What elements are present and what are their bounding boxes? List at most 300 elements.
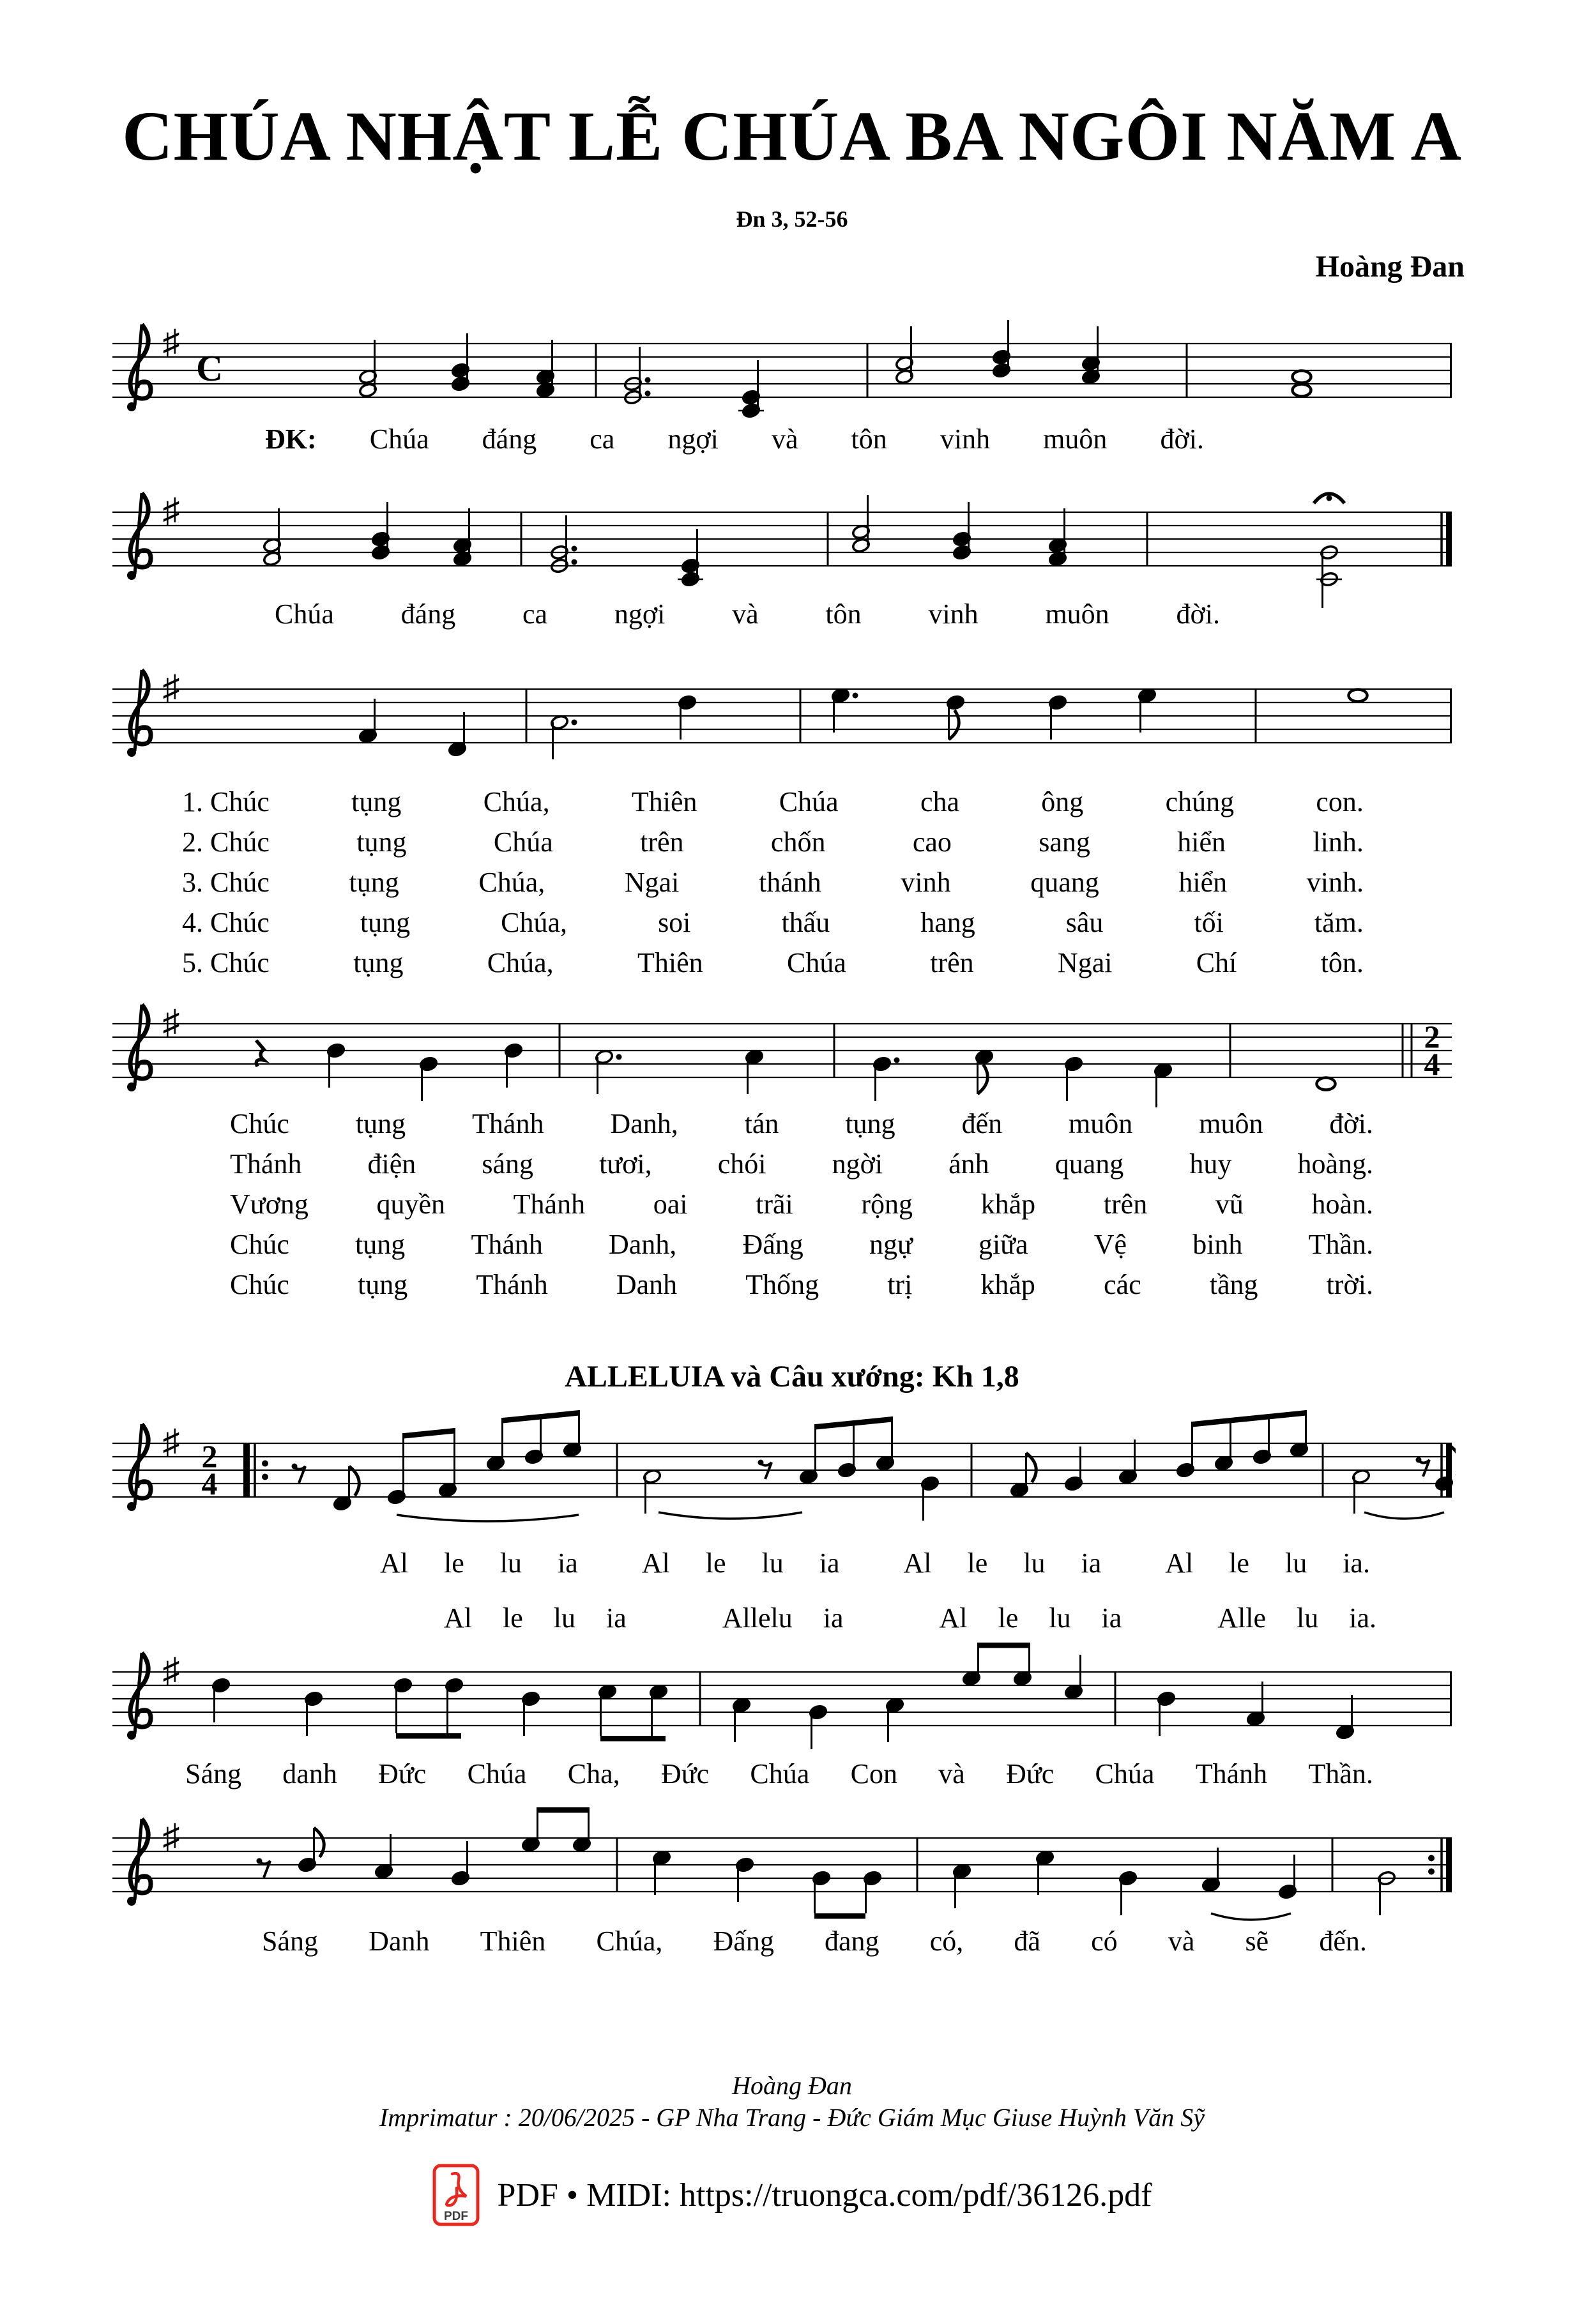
lyric-syllable: ca	[522, 598, 548, 630]
eighth-rest	[260, 1861, 270, 1878]
lyric-syllable: Chúa	[779, 786, 839, 817]
lyric-syllable: muôn	[1069, 1108, 1133, 1139]
note	[1317, 1078, 1336, 1090]
lyric-syllable: Đấng	[713, 1925, 774, 1957]
note	[563, 1410, 581, 1457]
pdf-file-icon[interactable]	[432, 2164, 480, 2226]
lyric-syllable: Chúa,	[487, 947, 554, 978]
lyric-syllable: Đức	[660, 1758, 710, 1789]
lyric-syllable: quyền	[376, 1189, 446, 1220]
lyric-row-refrain-line-2	[275, 599, 1220, 630]
note	[962, 1643, 980, 1686]
lyric-syllable: le	[1229, 1547, 1249, 1579]
lyric-syllable: rộng	[861, 1189, 913, 1220]
lyric-syllable: ia	[558, 1547, 578, 1579]
note	[643, 1469, 661, 1514]
lyric-syllable: Chúa	[467, 1758, 527, 1789]
lyric-syllable: có	[1091, 1925, 1118, 1957]
staff-3	[110, 638, 1456, 798]
note	[920, 1476, 939, 1521]
note	[595, 1049, 621, 1094]
lyric-syllable: 3. Chúc	[182, 867, 270, 898]
lyric-group	[1217, 1603, 1376, 1634]
note	[876, 1416, 894, 1471]
lyric-syllable: trị	[887, 1269, 913, 1300]
lyric-syllable: ia	[1081, 1547, 1102, 1579]
time-signature-4: 4	[201, 1466, 218, 1501]
key-signature-sharp: ♯	[162, 1423, 180, 1461]
beam	[404, 1428, 455, 1439]
lyric-syllable: Allelu	[722, 1602, 793, 1634]
lyric-row-doxology-line-2	[262, 1926, 1367, 1957]
lyric-group	[939, 1603, 1122, 1634]
lyric-syllable: le	[967, 1547, 988, 1579]
time-signature-2: 2	[1424, 1019, 1440, 1054]
note	[419, 1056, 438, 1101]
lyric-syllable: ia	[606, 1602, 627, 1634]
note	[263, 508, 281, 566]
lyric-syllable: le	[705, 1547, 726, 1579]
lyric-syllable: con.	[1316, 786, 1364, 817]
lyric-syllable: Chúc	[230, 1269, 289, 1300]
note	[451, 1841, 469, 1886]
time-signature-4: 4	[1424, 1046, 1440, 1082]
note	[1349, 690, 1367, 702]
lyric-syllable: tụng	[355, 1108, 406, 1139]
time-signature-2: 2	[201, 1438, 218, 1474]
lyric-syllable: cha	[920, 786, 960, 817]
lyric-syllable: danh	[282, 1758, 337, 1789]
lyric-syllable: thánh	[758, 867, 821, 898]
lyric-syllable: Al	[1165, 1547, 1194, 1579]
lyric-syllable: lu	[553, 1602, 575, 1634]
lyric-syllable: Al	[939, 1602, 968, 1634]
lyric-syllable: và	[732, 598, 759, 630]
lyric-syllable: Chúc	[230, 1229, 289, 1260]
lyric-syllable: tôn.	[1320, 947, 1364, 978]
fermata-icon	[1314, 494, 1344, 503]
note	[745, 1049, 763, 1094]
eighth-rest	[761, 1462, 772, 1479]
lyric-syllable: Thánh	[1195, 1758, 1268, 1789]
lyric-syllable: Thiên	[637, 947, 703, 978]
key-signature-sharp: ♯	[162, 1652, 180, 1690]
note	[1048, 695, 1067, 740]
lyric-row-verse-5	[182, 948, 1364, 978]
lyric-group	[642, 1548, 840, 1579]
lyric-syllable: tươi,	[599, 1148, 652, 1180]
note	[1010, 1453, 1036, 1498]
lyric-syllable: Cha,	[567, 1758, 620, 1789]
note	[623, 347, 650, 405]
lyric-syllable: vinh	[928, 598, 979, 630]
note	[504, 1043, 522, 1088]
note	[678, 695, 696, 740]
lyric-syllable: đời.	[1176, 598, 1220, 630]
lyric-syllable: đời.	[1160, 423, 1204, 455]
lyric-row-doxology-line-1	[185, 1759, 1373, 1789]
note	[1278, 1855, 1297, 1899]
lyric-syllable: chốn	[770, 826, 826, 858]
download-row	[0, 2164, 1584, 2226]
slur	[659, 1512, 802, 1519]
note	[1064, 1447, 1083, 1491]
note	[371, 502, 390, 560]
lyric-syllable: ia.	[1349, 1602, 1376, 1634]
lyric-syllable: có,	[929, 1925, 964, 1957]
lyric-syllable: tụng	[360, 907, 411, 938]
lyric-syllable: tụng	[356, 826, 407, 858]
composer-name: Hoàng Đan	[1315, 250, 1465, 284]
lyric-syllable: trời.	[1326, 1269, 1373, 1300]
lyric-syllable: ia	[819, 1547, 840, 1579]
lyric-syllable: đến.	[1319, 1925, 1367, 1957]
lyric-syllable: ngợi	[667, 423, 719, 455]
lyric-syllable: Thiên	[480, 1925, 546, 1957]
note	[298, 1828, 324, 1872]
lyric-syllable: Al	[380, 1547, 408, 1579]
note	[678, 529, 703, 587]
lyric-syllable: 2. Chúc	[182, 826, 270, 858]
note	[521, 1807, 540, 1852]
lyric-syllable: tôn	[851, 423, 887, 455]
lyric-syllable: lu	[1297, 1602, 1319, 1634]
lyric-syllable: tụng	[357, 1269, 408, 1300]
lyric-row-chorus-5	[230, 1270, 1373, 1300]
lyric-row-verse-3	[182, 867, 1364, 898]
lyric-syllable: linh.	[1313, 826, 1364, 858]
lyric-syllable: và	[771, 423, 798, 455]
lyric-syllable: hoàng.	[1297, 1148, 1373, 1180]
lyric-syllable: đã	[1014, 1925, 1040, 1957]
key-signature-sharp: ♯	[162, 669, 180, 707]
lyric-syllable: Thống	[745, 1269, 819, 1300]
note	[1435, 1447, 1456, 1491]
note	[649, 1684, 667, 1736]
lyric-syllable: Thánh	[513, 1189, 586, 1220]
lyric-syllable: tụng	[351, 786, 402, 817]
lyric-syllable: quang	[1030, 867, 1099, 898]
note	[358, 699, 377, 743]
lyric-syllable: Chúa	[750, 1758, 810, 1789]
lyric-row-alleluia-line-1	[380, 1548, 1370, 1579]
note	[374, 1834, 393, 1879]
note	[1352, 1469, 1370, 1514]
note	[524, 1414, 543, 1464]
note	[304, 1691, 323, 1736]
lyric-syllable: muôn	[1043, 423, 1108, 455]
lyric-syllable: đáng	[400, 598, 456, 630]
lyric-syllable: trên	[640, 826, 684, 858]
eighth-rest	[1419, 1460, 1429, 1477]
lyric-syllable: Chúa	[1095, 1758, 1155, 1789]
note	[732, 1697, 750, 1742]
note	[885, 1697, 904, 1742]
lyric-syllable: le	[503, 1602, 523, 1634]
staff-6	[110, 1621, 1456, 1781]
beam	[814, 1913, 865, 1919]
note	[799, 1424, 818, 1484]
lyric-syllable: ánh	[948, 1148, 989, 1180]
lyric-syllable: ông	[1041, 786, 1084, 817]
lyric-syllable: tăm.	[1314, 907, 1364, 938]
lyric-syllable: Al	[641, 1547, 670, 1579]
lyric-group	[1165, 1548, 1370, 1579]
note	[1048, 508, 1067, 566]
lyric-group	[444, 1603, 627, 1634]
lyric-syllable: Chúa	[493, 826, 553, 858]
lyric-syllable: le	[444, 1547, 464, 1579]
slur	[397, 1515, 579, 1521]
note	[326, 1043, 345, 1088]
lyric-syllable: chúng	[1165, 786, 1235, 817]
lyric-syllable: hang	[920, 907, 975, 938]
time-signature-common: C	[196, 347, 223, 389]
lyric-syllable: Thần.	[1308, 1229, 1373, 1260]
lyric-syllable: sẽ	[1245, 1925, 1269, 1957]
lyric-row-chorus-4	[230, 1229, 1373, 1260]
note	[1316, 545, 1342, 608]
key-signature-sharp: ♯	[162, 323, 180, 361]
lyric-syllable: lu	[499, 1547, 522, 1579]
lyric-syllable: lu	[1023, 1547, 1046, 1579]
note	[1201, 1848, 1220, 1892]
note	[1154, 1063, 1172, 1107]
lyric-syllable: Chúa,	[501, 907, 568, 938]
note	[1214, 1418, 1233, 1471]
lyric-syllable: vinh	[940, 423, 991, 455]
lyric-syllable: các	[1104, 1269, 1141, 1300]
note	[1336, 1695, 1354, 1740]
note	[1118, 1439, 1137, 1484]
note	[1157, 1691, 1175, 1736]
note	[992, 320, 1010, 378]
lyric-syllable: Al	[444, 1602, 472, 1634]
key-signature-sharp: ♯	[162, 492, 180, 530]
lyric-syllable: Vương	[230, 1189, 308, 1220]
lyric-syllable: trên	[1103, 1189, 1148, 1220]
lyric-syllable: Đấng	[742, 1229, 803, 1260]
lyric-syllable: soi	[658, 907, 691, 938]
note	[486, 1418, 505, 1471]
lyric-syllable: ngợi	[614, 598, 666, 630]
lyric-syllable: hiển	[1178, 867, 1228, 898]
quarter-rest	[256, 1040, 264, 1067]
note	[572, 1807, 591, 1852]
note	[453, 508, 471, 566]
lyric-syllable: muôn	[1199, 1108, 1263, 1139]
lyric-syllable: khắp	[980, 1189, 1036, 1220]
beam	[396, 1733, 461, 1739]
lyric-syllable: cao	[912, 826, 952, 858]
lyric-row-alleluia-line-2	[444, 1603, 1376, 1634]
note	[895, 326, 913, 384]
lyric-syllable: Sáng	[262, 1925, 318, 1957]
note	[448, 712, 466, 757]
lyric-syllable: Chúa,	[483, 786, 550, 817]
lyric-syllable: quang	[1055, 1148, 1124, 1180]
note	[387, 1433, 406, 1505]
note	[438, 1428, 457, 1498]
alleluia-heading: ALLELUIA và Câu xướng: Kh 1,8	[565, 1360, 1019, 1394]
note	[1064, 1655, 1083, 1699]
lyric-syllable: vinh	[901, 867, 951, 898]
note	[1176, 1422, 1194, 1478]
lyric-group	[903, 1548, 1101, 1579]
lyric-syllable: chói	[717, 1148, 766, 1180]
slur	[1364, 1512, 1444, 1519]
note	[735, 1857, 754, 1902]
note	[652, 1850, 671, 1895]
treble-clef-icon	[127, 1005, 151, 1091]
lyric-syllable: đến	[961, 1108, 1003, 1139]
lyric-syllable: tầng	[1209, 1269, 1258, 1300]
treble-clef-icon	[127, 493, 151, 580]
note	[952, 1864, 971, 1908]
slur	[1211, 1913, 1291, 1920]
note	[812, 1871, 830, 1913]
note	[1118, 1871, 1137, 1915]
note	[872, 1056, 899, 1101]
lyric-syllable: Thiên	[631, 786, 697, 817]
lyric-syllable: đáng	[482, 423, 537, 455]
note	[738, 360, 764, 418]
download-prefix: PDF • MIDI:	[497, 2176, 680, 2214]
note	[837, 1420, 856, 1478]
lyric-syllable: Danh,	[609, 1229, 677, 1260]
lyric-syllable: Danh	[369, 1925, 430, 1957]
lyric-row-chorus-1	[230, 1109, 1373, 1139]
lyric-syllable: Vệ	[1093, 1229, 1127, 1260]
pdf-icon-label: PDF	[443, 2210, 468, 2223]
treble-clef-icon	[127, 1424, 151, 1511]
lyric-syllable: Chúa,	[596, 1925, 663, 1957]
beam	[1192, 1410, 1306, 1427]
lyric-syllable: điện	[367, 1148, 416, 1180]
download-link-line	[498, 2176, 1152, 2214]
lyric-syllable: binh	[1192, 1229, 1243, 1260]
lyric-syllable: ngời	[832, 1148, 883, 1180]
lyric-syllable: thấu	[781, 907, 830, 938]
lyric-row-verse-4	[182, 908, 1364, 938]
lyric-syllable: vinh.	[1306, 867, 1364, 898]
note	[831, 688, 858, 733]
lyric-row-refrain-line-1	[265, 424, 1204, 455]
note	[393, 1678, 412, 1733]
staff-5	[110, 1392, 1456, 1552]
note	[975, 1049, 993, 1094]
lyric-syllable: hoàn.	[1311, 1189, 1373, 1220]
eighth-rest	[295, 1466, 305, 1483]
lyric-row-verse-1	[182, 787, 1364, 817]
lyric-syllable: Chí	[1196, 947, 1237, 978]
lyric-syllable: hiển	[1177, 826, 1226, 858]
note	[1290, 1410, 1308, 1457]
lyric-syllable: 1. Chúc	[182, 786, 270, 817]
lyric-syllable: sang	[1039, 826, 1090, 858]
note	[550, 715, 577, 759]
staff-2	[110, 461, 1456, 621]
note	[1064, 1056, 1083, 1101]
lyric-syllable: ia.	[1343, 1547, 1370, 1579]
note	[1253, 1414, 1271, 1464]
lyric-syllable: Thánh	[472, 1108, 544, 1139]
lyric-syllable: lu	[761, 1547, 784, 1579]
note	[333, 1466, 359, 1511]
lyric-syllable: khắp	[980, 1269, 1035, 1300]
lyric-syllable: Sáng	[185, 1758, 241, 1789]
lyric-syllable: huy	[1189, 1148, 1232, 1180]
lyric-syllable: Chúa	[786, 947, 846, 978]
note	[952, 502, 971, 560]
note	[809, 1705, 827, 1749]
note	[550, 515, 577, 573]
lyric-syllable: Chúc	[230, 1108, 289, 1139]
lyric-syllable: Đức	[1006, 1758, 1055, 1789]
lyric-syllable: và	[938, 1758, 965, 1789]
lyric-syllable: tụng	[355, 1229, 406, 1260]
lyric-syllable: ngự	[869, 1229, 913, 1260]
imprimatur-line: Imprimatur : 20/06/2025 - GP Nha Trang - Đức Giám Mục Giuse Huỳnh Văn Sỹ	[379, 2103, 1205, 2132]
staff-7	[110, 1787, 1456, 1947]
lyric-syllable: đời.	[1329, 1108, 1373, 1139]
lyric-syllable: Alle	[1217, 1602, 1266, 1634]
beam	[503, 1410, 579, 1424]
lyric-syllable: ia	[823, 1602, 844, 1634]
lyric-syllable: tôn	[825, 598, 862, 630]
treble-clef-icon	[127, 1653, 151, 1740]
note	[598, 1684, 616, 1736]
lyric-syllable: tụng	[845, 1108, 895, 1139]
lyric-syllable: Danh,	[610, 1108, 678, 1139]
lyric-row-chorus-3	[230, 1189, 1373, 1220]
note	[946, 695, 964, 740]
note	[521, 1691, 540, 1736]
note	[1035, 1850, 1054, 1895]
note	[451, 333, 469, 391]
lyric-syllable: trên	[930, 947, 974, 978]
treble-clef-icon	[127, 324, 151, 411]
beam	[538, 1807, 589, 1813]
beam	[979, 1643, 1030, 1648]
lyric-syllable: sâu	[1065, 907, 1104, 938]
lyric-syllable: và	[1168, 1925, 1195, 1957]
note	[1138, 688, 1156, 733]
lyric-syllable: tối	[1194, 907, 1224, 938]
lyric-syllable: Danh	[616, 1269, 678, 1300]
footer-composer-credit: Hoàng Đan	[732, 2071, 852, 2100]
page-title: CHÚA NHẬT LỄ CHÚA BA NGÔI NĂM A	[122, 97, 1462, 175]
note	[1293, 371, 1311, 397]
treble-clef-icon	[127, 1819, 151, 1906]
lyric-syllable: giữa	[978, 1229, 1028, 1260]
note	[536, 340, 554, 398]
download-url-link[interactable]: https://truongca.com/pdf/36126.pdf	[680, 2176, 1152, 2214]
lyric-syllable: Chúa	[275, 598, 334, 630]
lyric-syllable: Đức	[378, 1758, 427, 1789]
lyric-syllable: tụng	[349, 867, 399, 898]
key-signature-sharp: ♯	[162, 1003, 180, 1042]
lyric-syllable: 4. Chúc	[182, 907, 270, 938]
note	[1013, 1643, 1032, 1686]
note	[863, 1871, 881, 1913]
lyric-syllable: Chúa	[369, 423, 429, 455]
lyric-syllable: Chúa,	[478, 867, 545, 898]
lyric-syllable: Thánh	[471, 1229, 543, 1260]
lyric-syllable: ia	[1101, 1602, 1122, 1634]
lyric-syllable: le	[998, 1602, 1019, 1634]
beam	[600, 1736, 666, 1742]
